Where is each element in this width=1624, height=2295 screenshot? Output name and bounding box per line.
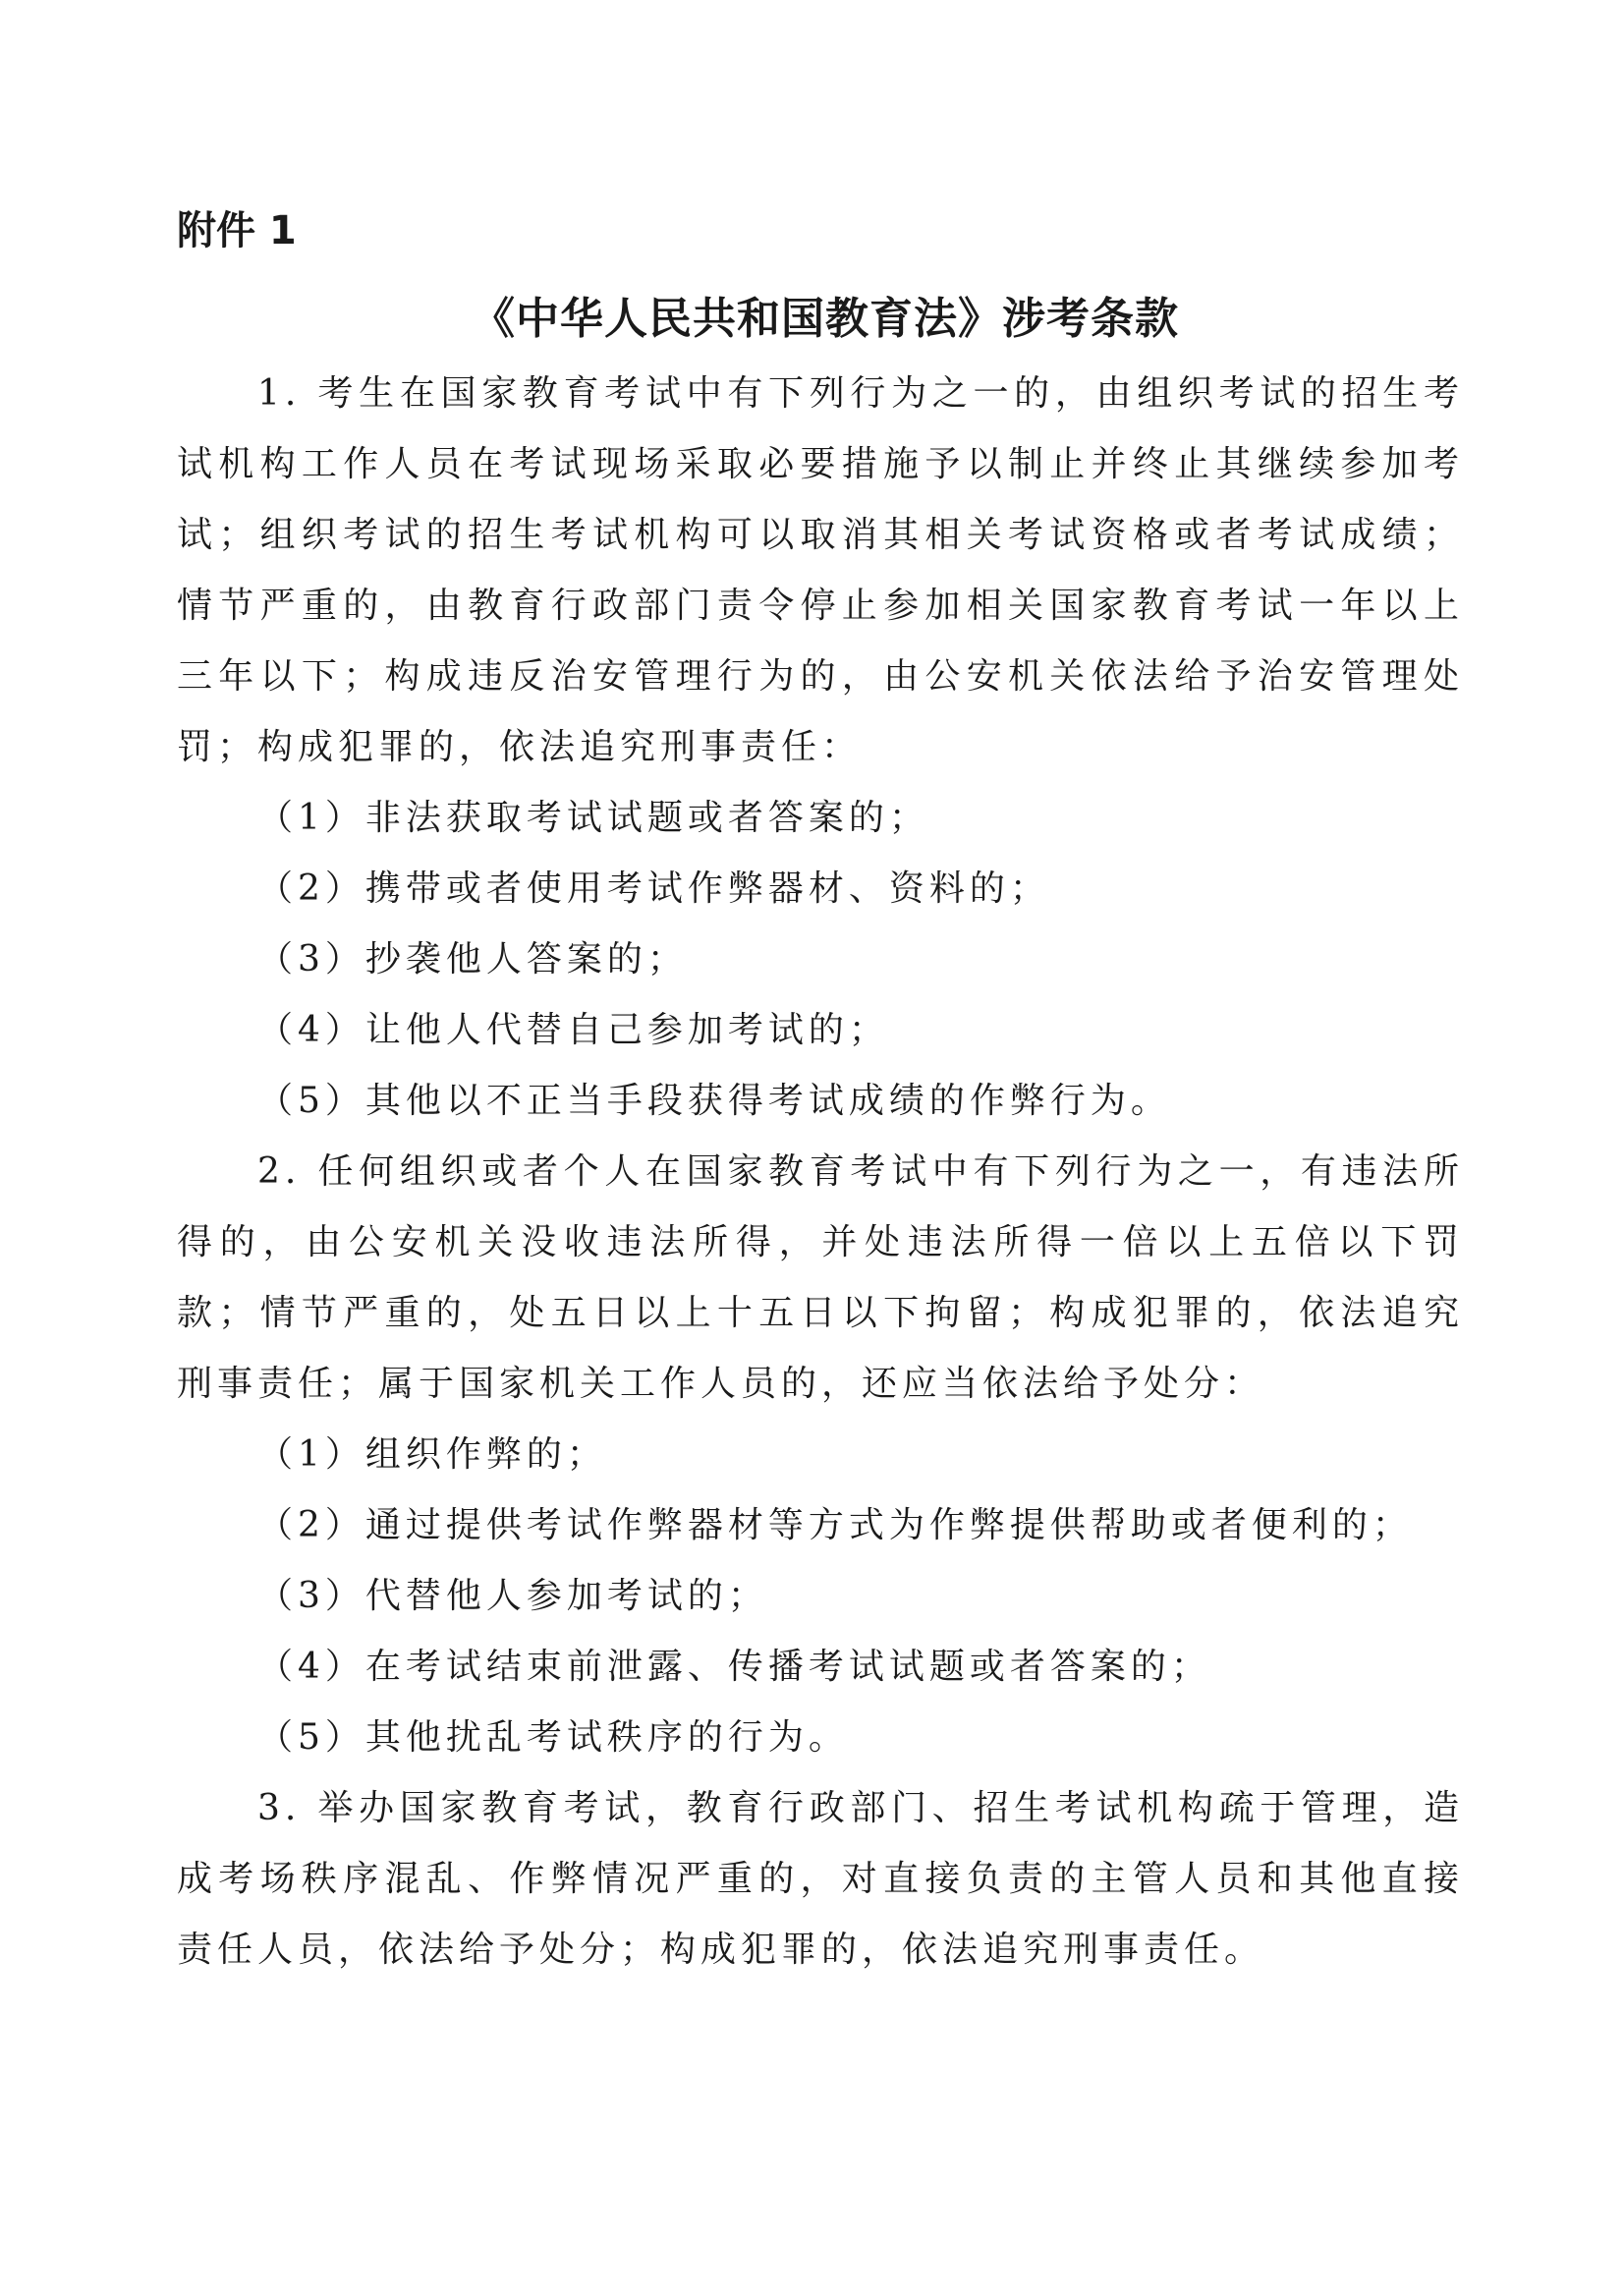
- clause-1-item-3: （3）抄袭他人答案的；: [257, 939, 688, 980]
- clause-1-item-5: （5）其他以不正当手段获得考试成绩的作弊行为。: [257, 1081, 1171, 1121]
- clause-2-item-2: （2）通过提供考试作弊器材等方式为作弊提供帮助或者便利的；: [257, 1505, 1413, 1545]
- clause-3-text: 3. 举办国家教育考试，教育行政部门、招生考试机构疏于管理，造成考场秩序混乱、作弊情况严重的，对直接负责的主管人员和其他直接责任人员，依法给予处分；构成犯罪的，依法追究刑事责任。: [177, 1788, 1464, 1970]
- clause-2-item-4: （4）在考试结束前泄露、传播考试试题或者答案的；: [257, 1647, 1211, 1687]
- clause-1-item-4: （4）让他人代替自己参加考试的；: [257, 1010, 889, 1050]
- clause-2-item-1: （1）组织作弊的；: [257, 1434, 607, 1475]
- clause-2-item-5: （5）其他扰乱考试秩序的行为。: [257, 1717, 849, 1758]
- clause-1-text: 1. 考生在国家教育考试中有下列行为之一的，由组织考试的招生考试机构工作人员在考试现场采取必要措施予以制止并终止其继续参加考试；组织考试的招生考试机构可以取消其相关考试资格或者考试成绩；情节严重的，由教育行政部门责令停止参加相关国家教育考试一年以上三年以下；构成违反治安管理行为的，由公安机关依法给予治安管理处罚；构成犯罪的，依法追究刑事责任：: [177, 373, 1464, 767]
- document-title: 《中华人民共和国教育法》涉考条款: [472, 294, 1179, 344]
- clause-2-item-3: （3）代替他人参加考试的；: [257, 1576, 768, 1616]
- attachment-label: 附件 1: [177, 208, 297, 253]
- document-body: [177, 359, 1464, 1986]
- clause-1-item-1: （1）非法获取考试试题或者答案的；: [257, 798, 929, 838]
- clause-1-item-2: （2）携带或者使用考试作弊器材、资料的；: [257, 868, 1050, 909]
- clause-2-text: 2. 任何组织或者个人在国家教育考试中有下列行为之一，有违法所得的，由公安机关没收违法所得，并处违法所得一倍以上五倍以下罚款；情节严重的，处五日以上十五日以下拘留；构成犯罪的，依法追究刑事责任；属于国家机关工作人员的，还应当依法给予处分：: [177, 1151, 1464, 1404]
